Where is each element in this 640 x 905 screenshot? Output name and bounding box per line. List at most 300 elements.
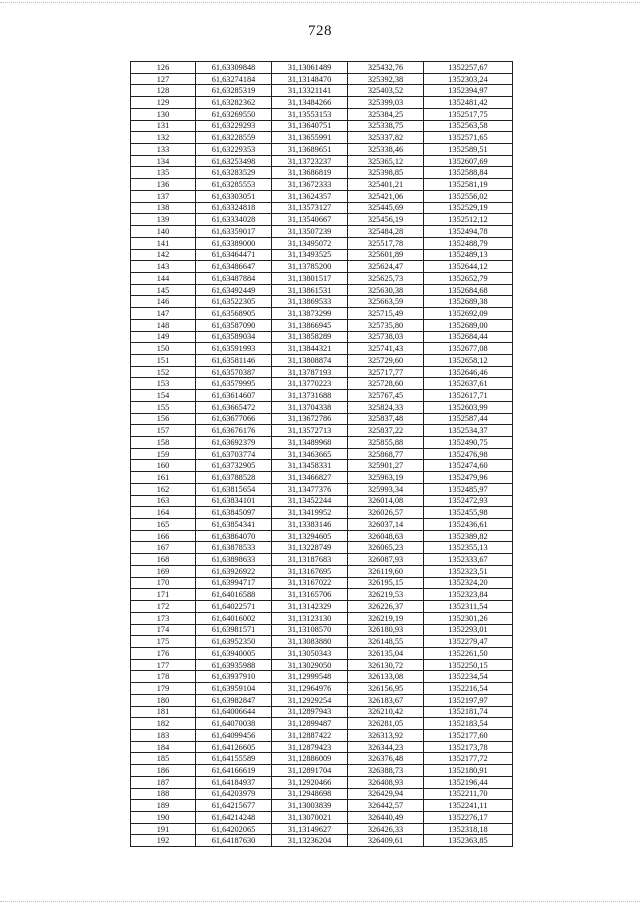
latitude-cell: 61,63940005 xyxy=(196,647,272,659)
y-coordinate-cell: 1352177,72 xyxy=(424,753,513,765)
table-row xyxy=(131,62,513,74)
table-row xyxy=(131,577,513,589)
x-coordinate-cell: 325715,49 xyxy=(348,308,424,320)
latitude-cell: 61,64016588 xyxy=(196,589,272,601)
table-row xyxy=(131,683,513,695)
x-coordinate-cell: 325338,46 xyxy=(348,144,424,156)
y-coordinate-cell: 1352311,54 xyxy=(424,601,513,613)
point-number-cell: 182 xyxy=(131,718,196,730)
x-coordinate-cell: 325728,60 xyxy=(348,378,424,390)
longitude-cell: 31,13507239 xyxy=(272,226,348,238)
x-coordinate-cell: 325837,48 xyxy=(348,413,424,425)
y-coordinate-cell: 1352197,97 xyxy=(424,694,513,706)
x-coordinate-cell: 325338,75 xyxy=(348,120,424,132)
point-number-cell: 156 xyxy=(131,413,196,425)
longitude-cell: 31,13294605 xyxy=(272,530,348,542)
table-row xyxy=(131,718,513,730)
latitude-cell: 61,63492449 xyxy=(196,284,272,296)
y-coordinate-cell: 1352363,85 xyxy=(424,835,513,847)
latitude-cell: 61,63981571 xyxy=(196,624,272,636)
longitude-cell: 31,13165706 xyxy=(272,589,348,601)
latitude-cell: 61,64126605 xyxy=(196,741,272,753)
y-coordinate-cell: 1352181,74 xyxy=(424,706,513,718)
x-coordinate-cell: 325517,78 xyxy=(348,237,424,249)
point-number-cell: 178 xyxy=(131,671,196,683)
longitude-cell: 31,13672333 xyxy=(272,179,348,191)
latitude-cell: 61,63229293 xyxy=(196,120,272,132)
longitude-cell: 31,12999548 xyxy=(272,671,348,683)
longitude-cell: 31,13458331 xyxy=(272,460,348,472)
point-number-cell: 139 xyxy=(131,214,196,226)
point-number-cell: 145 xyxy=(131,284,196,296)
y-coordinate-cell: 1352488,79 xyxy=(424,237,513,249)
latitude-cell: 61,64215677 xyxy=(196,800,272,812)
y-coordinate-cell: 1352474,60 xyxy=(424,460,513,472)
longitude-cell: 31,13148470 xyxy=(272,73,348,85)
point-number-cell: 138 xyxy=(131,202,196,214)
point-number-cell: 175 xyxy=(131,636,196,648)
latitude-cell: 61,63692379 xyxy=(196,437,272,449)
latitude-cell: 61,63285319 xyxy=(196,85,272,97)
longitude-cell: 31,13029050 xyxy=(272,659,348,671)
x-coordinate-cell: 326409,61 xyxy=(348,835,424,847)
table-row xyxy=(131,530,513,542)
table-row xyxy=(131,448,513,460)
longitude-cell: 31,13383146 xyxy=(272,519,348,531)
latitude-cell: 61,63309848 xyxy=(196,62,272,74)
table-row xyxy=(131,272,513,284)
point-number-cell: 137 xyxy=(131,190,196,202)
x-coordinate-cell: 325993,34 xyxy=(348,483,424,495)
x-coordinate-cell: 326442,57 xyxy=(348,800,424,812)
table-row xyxy=(131,542,513,554)
point-number-cell: 171 xyxy=(131,589,196,601)
latitude-cell: 61,63568905 xyxy=(196,308,272,320)
latitude-cell: 61,63926922 xyxy=(196,565,272,577)
table-row xyxy=(131,565,513,577)
latitude-cell: 61,64203979 xyxy=(196,788,272,800)
x-coordinate-cell: 326183,67 xyxy=(348,694,424,706)
longitude-cell: 31,13672786 xyxy=(272,413,348,425)
table-row xyxy=(131,354,513,366)
longitude-cell: 31,13844321 xyxy=(272,343,348,355)
point-number-cell: 136 xyxy=(131,179,196,191)
table-row xyxy=(131,308,513,320)
x-coordinate-cell: 325445,69 xyxy=(348,202,424,214)
x-coordinate-cell: 325767,45 xyxy=(348,390,424,402)
x-coordinate-cell: 325365,12 xyxy=(348,155,424,167)
y-coordinate-cell: 1352436,61 xyxy=(424,519,513,531)
point-number-cell: 185 xyxy=(131,753,196,765)
x-coordinate-cell: 326219,53 xyxy=(348,589,424,601)
point-number-cell: 174 xyxy=(131,624,196,636)
y-coordinate-cell: 1352196,44 xyxy=(424,776,513,788)
x-coordinate-cell: 326135,04 xyxy=(348,647,424,659)
longitude-cell: 31,12899487 xyxy=(272,718,348,730)
point-number-cell: 164 xyxy=(131,507,196,519)
longitude-cell: 31,13869533 xyxy=(272,296,348,308)
latitude-cell: 61,63522305 xyxy=(196,296,272,308)
latitude-cell: 61,63570387 xyxy=(196,366,272,378)
longitude-cell: 31,13070021 xyxy=(272,812,348,824)
y-coordinate-cell: 1352689,38 xyxy=(424,296,513,308)
x-coordinate-cell: 326195,15 xyxy=(348,577,424,589)
latitude-cell: 61,63274184 xyxy=(196,73,272,85)
table-row xyxy=(131,472,513,484)
x-coordinate-cell: 326133,08 xyxy=(348,671,424,683)
y-coordinate-cell: 1352472,93 xyxy=(424,495,513,507)
table-row xyxy=(131,765,513,777)
point-number-cell: 131 xyxy=(131,120,196,132)
table-row xyxy=(131,823,513,835)
table-row xyxy=(131,343,513,355)
point-number-cell: 152 xyxy=(131,366,196,378)
y-coordinate-cell: 1352323,51 xyxy=(424,565,513,577)
table-row xyxy=(131,788,513,800)
latitude-cell: 61,63486647 xyxy=(196,261,272,273)
table-row xyxy=(131,624,513,636)
longitude-cell: 31,13149627 xyxy=(272,823,348,835)
longitude-cell: 31,13655991 xyxy=(272,132,348,144)
table-row xyxy=(131,671,513,683)
longitude-cell: 31,13770223 xyxy=(272,378,348,390)
bottom-edge-line xyxy=(0,901,640,902)
longitude-cell: 31,13466827 xyxy=(272,472,348,484)
point-number-cell: 169 xyxy=(131,565,196,577)
latitude-cell: 61,63935988 xyxy=(196,659,272,671)
point-number-cell: 176 xyxy=(131,647,196,659)
point-number-cell: 147 xyxy=(131,308,196,320)
latitude-cell: 61,64099456 xyxy=(196,729,272,741)
point-number-cell: 146 xyxy=(131,296,196,308)
point-number-cell: 129 xyxy=(131,97,196,109)
point-number-cell: 177 xyxy=(131,659,196,671)
latitude-cell: 61,63732905 xyxy=(196,460,272,472)
x-coordinate-cell: 326156,95 xyxy=(348,683,424,695)
latitude-cell: 61,63579995 xyxy=(196,378,272,390)
table-row xyxy=(131,319,513,331)
latitude-cell: 61,63359017 xyxy=(196,226,272,238)
longitude-cell: 31,13477376 xyxy=(272,483,348,495)
longitude-cell: 31,13540667 xyxy=(272,214,348,226)
latitude-cell: 61,63854341 xyxy=(196,519,272,531)
x-coordinate-cell: 326376,48 xyxy=(348,753,424,765)
x-coordinate-cell: 325901,27 xyxy=(348,460,424,472)
x-coordinate-cell: 326210,42 xyxy=(348,706,424,718)
latitude-cell: 61,63464471 xyxy=(196,249,272,261)
table-row xyxy=(131,155,513,167)
x-coordinate-cell: 325741,43 xyxy=(348,343,424,355)
point-number-cell: 155 xyxy=(131,401,196,413)
longitude-cell: 31,12897943 xyxy=(272,706,348,718)
x-coordinate-cell: 325630,38 xyxy=(348,284,424,296)
x-coordinate-cell: 325625,73 xyxy=(348,272,424,284)
longitude-cell: 31,13489968 xyxy=(272,437,348,449)
y-coordinate-cell: 1352177,60 xyxy=(424,729,513,741)
coordinates-table xyxy=(130,61,513,847)
y-coordinate-cell: 1352603,99 xyxy=(424,401,513,413)
y-coordinate-cell: 1352481,42 xyxy=(424,97,513,109)
table-row xyxy=(131,729,513,741)
latitude-cell: 61,64022571 xyxy=(196,601,272,613)
longitude-cell: 31,13187683 xyxy=(272,554,348,566)
x-coordinate-cell: 326408,93 xyxy=(348,776,424,788)
y-coordinate-cell: 1352261,50 xyxy=(424,647,513,659)
x-coordinate-cell: 326440,49 xyxy=(348,812,424,824)
longitude-cell: 31,13785200 xyxy=(272,261,348,273)
x-coordinate-cell: 325663,59 xyxy=(348,296,424,308)
table-row xyxy=(131,132,513,144)
longitude-cell: 31,12929254 xyxy=(272,694,348,706)
point-number-cell: 180 xyxy=(131,694,196,706)
longitude-cell: 31,13003839 xyxy=(272,800,348,812)
y-coordinate-cell: 1352279,47 xyxy=(424,636,513,648)
longitude-cell: 31,13861531 xyxy=(272,284,348,296)
latitude-cell: 61,63589034 xyxy=(196,331,272,343)
point-number-cell: 168 xyxy=(131,554,196,566)
y-coordinate-cell: 1352479,96 xyxy=(424,472,513,484)
latitude-cell: 61,63229353 xyxy=(196,144,272,156)
y-coordinate-cell: 1352276,17 xyxy=(424,812,513,824)
y-coordinate-cell: 1352476,98 xyxy=(424,448,513,460)
longitude-cell: 31,13686819 xyxy=(272,167,348,179)
table-row xyxy=(131,261,513,273)
latitude-cell: 61,63864070 xyxy=(196,530,272,542)
y-coordinate-cell: 1352303,24 xyxy=(424,73,513,85)
longitude-cell: 31,13801517 xyxy=(272,272,348,284)
latitude-cell: 61,63959104 xyxy=(196,683,272,695)
table-row xyxy=(131,425,513,437)
table-row xyxy=(131,331,513,343)
table-row xyxy=(131,413,513,425)
latitude-cell: 61,63952350 xyxy=(196,636,272,648)
latitude-cell: 61,63994717 xyxy=(196,577,272,589)
table-row xyxy=(131,226,513,238)
longitude-cell: 31,13167022 xyxy=(272,577,348,589)
latitude-cell: 61,63389000 xyxy=(196,237,272,249)
x-coordinate-cell: 326388,73 xyxy=(348,765,424,777)
table-row xyxy=(131,507,513,519)
latitude-cell: 61,64184937 xyxy=(196,776,272,788)
x-coordinate-cell: 325738,03 xyxy=(348,331,424,343)
x-coordinate-cell: 326026,57 xyxy=(348,507,424,519)
table-row xyxy=(131,483,513,495)
longitude-cell: 31,13142329 xyxy=(272,601,348,613)
x-coordinate-cell: 325337,82 xyxy=(348,132,424,144)
table-row xyxy=(131,85,513,97)
point-number-cell: 153 xyxy=(131,378,196,390)
point-number-cell: 149 xyxy=(131,331,196,343)
x-coordinate-cell: 325456,19 xyxy=(348,214,424,226)
point-number-cell: 187 xyxy=(131,776,196,788)
longitude-cell: 31,13061489 xyxy=(272,62,348,74)
latitude-cell: 61,64016002 xyxy=(196,612,272,624)
y-coordinate-cell: 1352677,08 xyxy=(424,343,513,355)
y-coordinate-cell: 1352556,02 xyxy=(424,190,513,202)
coordinates-table-body xyxy=(131,62,513,847)
point-number-cell: 181 xyxy=(131,706,196,718)
x-coordinate-cell: 325601,89 xyxy=(348,249,424,261)
x-coordinate-cell: 325484,28 xyxy=(348,226,424,238)
latitude-cell: 61,64187630 xyxy=(196,835,272,847)
table-row xyxy=(131,776,513,788)
point-number-cell: 151 xyxy=(131,354,196,366)
x-coordinate-cell: 326226,37 xyxy=(348,601,424,613)
x-coordinate-cell: 326180,93 xyxy=(348,624,424,636)
table-row xyxy=(131,179,513,191)
point-number-cell: 130 xyxy=(131,108,196,120)
latitude-cell: 61,63834101 xyxy=(196,495,272,507)
point-number-cell: 186 xyxy=(131,765,196,777)
point-number-cell: 160 xyxy=(131,460,196,472)
latitude-cell: 61,63269550 xyxy=(196,108,272,120)
longitude-cell: 31,13624357 xyxy=(272,190,348,202)
table-row xyxy=(131,296,513,308)
x-coordinate-cell: 325384,25 xyxy=(348,108,424,120)
longitude-cell: 31,13553153 xyxy=(272,108,348,120)
y-coordinate-cell: 1352588,84 xyxy=(424,167,513,179)
latitude-cell: 61,63614607 xyxy=(196,390,272,402)
latitude-cell: 61,64202065 xyxy=(196,823,272,835)
longitude-cell: 31,13808874 xyxy=(272,354,348,366)
longitude-cell: 31,13866945 xyxy=(272,319,348,331)
point-number-cell: 165 xyxy=(131,519,196,531)
longitude-cell: 31,13640751 xyxy=(272,120,348,132)
longitude-cell: 31,12887422 xyxy=(272,729,348,741)
longitude-cell: 31,13108570 xyxy=(272,624,348,636)
longitude-cell: 31,13731688 xyxy=(272,390,348,402)
longitude-cell: 31,13572713 xyxy=(272,425,348,437)
table-row xyxy=(131,214,513,226)
table-row xyxy=(131,120,513,132)
y-coordinate-cell: 1352517,75 xyxy=(424,108,513,120)
x-coordinate-cell: 325624,47 xyxy=(348,261,424,273)
latitude-cell: 61,64006644 xyxy=(196,706,272,718)
x-coordinate-cell: 325401,21 xyxy=(348,179,424,191)
longitude-cell: 31,13689651 xyxy=(272,144,348,156)
y-coordinate-cell: 1352490,75 xyxy=(424,437,513,449)
y-coordinate-cell: 1352301,26 xyxy=(424,612,513,624)
y-coordinate-cell: 1352485,97 xyxy=(424,483,513,495)
table-row xyxy=(131,167,513,179)
longitude-cell: 31,13704338 xyxy=(272,401,348,413)
y-coordinate-cell: 1352494,78 xyxy=(424,226,513,238)
x-coordinate-cell: 325399,03 xyxy=(348,97,424,109)
table-row xyxy=(131,73,513,85)
table-row xyxy=(131,249,513,261)
latitude-cell: 61,63898633 xyxy=(196,554,272,566)
longitude-cell: 31,13723237 xyxy=(272,155,348,167)
latitude-cell: 61,64155589 xyxy=(196,753,272,765)
y-coordinate-cell: 1352489,13 xyxy=(424,249,513,261)
latitude-cell: 61,63982847 xyxy=(196,694,272,706)
y-coordinate-cell: 1352355,13 xyxy=(424,542,513,554)
point-number-cell: 150 xyxy=(131,343,196,355)
latitude-cell: 61,63665472 xyxy=(196,401,272,413)
y-coordinate-cell: 1352644,12 xyxy=(424,261,513,273)
y-coordinate-cell: 1352684,44 xyxy=(424,331,513,343)
y-coordinate-cell: 1352684,68 xyxy=(424,284,513,296)
table-row xyxy=(131,378,513,390)
y-coordinate-cell: 1352534,37 xyxy=(424,425,513,437)
table-row xyxy=(131,108,513,120)
latitude-cell: 61,63253498 xyxy=(196,155,272,167)
table-row xyxy=(131,202,513,214)
point-number-cell: 190 xyxy=(131,812,196,824)
y-coordinate-cell: 1352689,00 xyxy=(424,319,513,331)
point-number-cell: 183 xyxy=(131,729,196,741)
y-coordinate-cell: 1352318,18 xyxy=(424,823,513,835)
longitude-cell: 31,12886009 xyxy=(272,753,348,765)
latitude-cell: 61,63324818 xyxy=(196,202,272,214)
longitude-cell: 31,12891704 xyxy=(272,765,348,777)
point-number-cell: 166 xyxy=(131,530,196,542)
longitude-cell: 31,12964976 xyxy=(272,683,348,695)
longitude-cell: 31,13236204 xyxy=(272,835,348,847)
table-row xyxy=(131,437,513,449)
x-coordinate-cell: 326429,94 xyxy=(348,788,424,800)
point-number-cell: 167 xyxy=(131,542,196,554)
longitude-cell: 31,12920466 xyxy=(272,776,348,788)
latitude-cell: 61,64166619 xyxy=(196,765,272,777)
point-number-cell: 143 xyxy=(131,261,196,273)
point-number-cell: 179 xyxy=(131,683,196,695)
point-number-cell: 141 xyxy=(131,237,196,249)
y-coordinate-cell: 1352652,79 xyxy=(424,272,513,284)
point-number-cell: 127 xyxy=(131,73,196,85)
table-row xyxy=(131,694,513,706)
longitude-cell: 31,12879423 xyxy=(272,741,348,753)
table-row xyxy=(131,237,513,249)
table-row xyxy=(131,706,513,718)
latitude-cell: 61,63587090 xyxy=(196,319,272,331)
y-coordinate-cell: 1352324,20 xyxy=(424,577,513,589)
table-row xyxy=(131,144,513,156)
point-number-cell: 191 xyxy=(131,823,196,835)
latitude-cell: 61,63703774 xyxy=(196,448,272,460)
top-edge-line xyxy=(0,2,640,3)
table-row xyxy=(131,190,513,202)
longitude-cell: 31,13484266 xyxy=(272,97,348,109)
table-row xyxy=(131,589,513,601)
point-number-cell: 144 xyxy=(131,272,196,284)
x-coordinate-cell: 326219,19 xyxy=(348,612,424,624)
point-number-cell: 184 xyxy=(131,741,196,753)
x-coordinate-cell: 325403,52 xyxy=(348,85,424,97)
table-row xyxy=(131,495,513,507)
point-number-cell: 163 xyxy=(131,495,196,507)
longitude-cell: 31,13228749 xyxy=(272,542,348,554)
x-coordinate-cell: 325837,22 xyxy=(348,425,424,437)
y-coordinate-cell: 1352211,70 xyxy=(424,788,513,800)
y-coordinate-cell: 1352394,97 xyxy=(424,85,513,97)
x-coordinate-cell: 326048,63 xyxy=(348,530,424,542)
point-number-cell: 154 xyxy=(131,390,196,402)
latitude-cell: 61,64070038 xyxy=(196,718,272,730)
latitude-cell: 61,63937910 xyxy=(196,671,272,683)
y-coordinate-cell: 1352529,19 xyxy=(424,202,513,214)
longitude-cell: 31,13050343 xyxy=(272,647,348,659)
table-row xyxy=(131,601,513,613)
table-row xyxy=(131,97,513,109)
y-coordinate-cell: 1352216,54 xyxy=(424,683,513,695)
y-coordinate-cell: 1352257,67 xyxy=(424,62,513,74)
y-coordinate-cell: 1352563,58 xyxy=(424,120,513,132)
x-coordinate-cell: 326426,33 xyxy=(348,823,424,835)
x-coordinate-cell: 326087,93 xyxy=(348,554,424,566)
table-row xyxy=(131,460,513,472)
x-coordinate-cell: 325963,19 xyxy=(348,472,424,484)
